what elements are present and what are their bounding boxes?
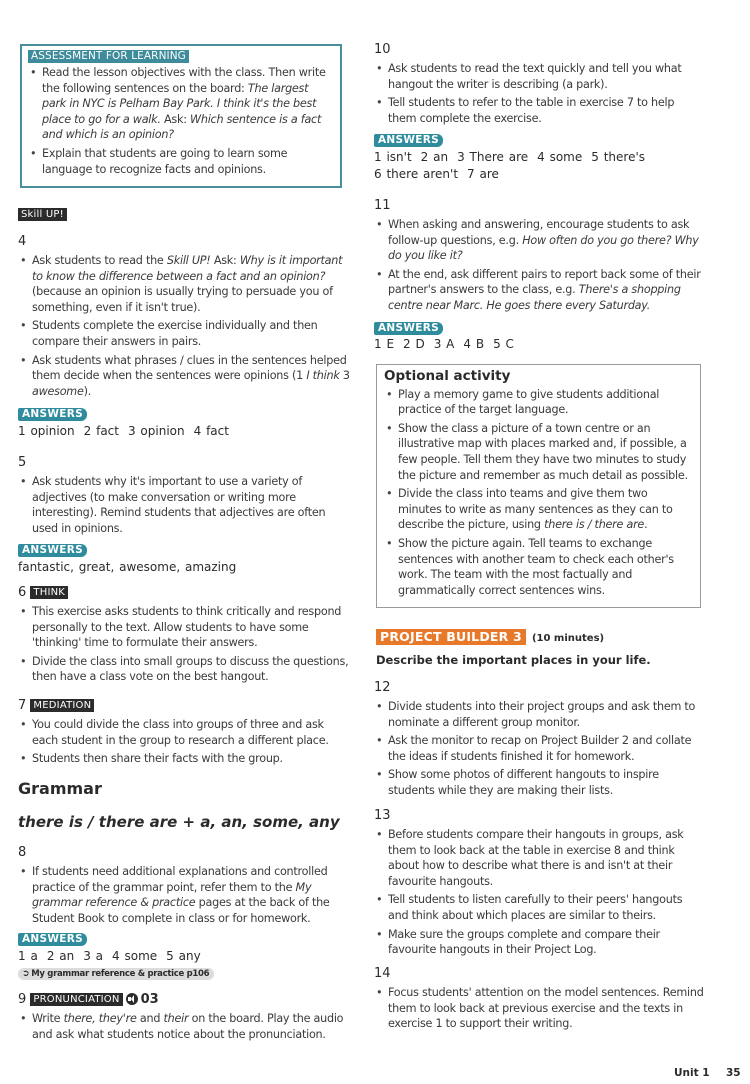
bullet xyxy=(18,717,350,748)
answer: 6 there aren't xyxy=(374,166,459,181)
exercise-bullets xyxy=(374,827,704,958)
answers-line xyxy=(374,166,704,182)
audio-icon[interactable] xyxy=(126,993,138,1005)
bullet xyxy=(18,864,350,926)
answer: 5 any xyxy=(166,948,201,963)
text: Ask students why it's important to use a variety of adjectives (to make conversation or writing more interesting). Remind students that adjectives are often used in opinions. xyxy=(32,475,326,535)
italic-text: My grammar reference & practice xyxy=(32,880,312,910)
bullet xyxy=(384,536,694,598)
bullet xyxy=(18,654,350,685)
exercise-number: 4 xyxy=(18,234,27,249)
exercise-12 xyxy=(374,680,704,802)
text: Ask the monitor to recap on Project Builder 2 and collate the ideas if students finished it for homework. xyxy=(388,734,692,763)
exercise-bullets xyxy=(374,61,704,126)
exercise-bullets xyxy=(18,474,350,536)
reference-text: My grammar reference & practice p106 xyxy=(31,968,210,979)
text: Play a memory game to give students additional practice of the target language. xyxy=(398,387,660,417)
answers-tag: ANSWERS xyxy=(18,933,87,946)
text: and xyxy=(136,1012,164,1025)
exercise-4 xyxy=(18,234,350,439)
bullet xyxy=(374,927,704,958)
answer: 1 isn't xyxy=(374,149,412,164)
text: At the end, ask different pairs to report back some of their partner's answers to the class, e.g. xyxy=(388,267,701,297)
bullet xyxy=(374,217,704,264)
exercise-number: 5 xyxy=(18,455,27,470)
exercise-5 xyxy=(18,455,350,575)
exercise-7 xyxy=(18,698,350,770)
exercise-number: 13 xyxy=(374,808,391,823)
exercise-heading xyxy=(18,698,350,714)
answers-tag: ANSWERS xyxy=(18,544,87,557)
answers-line xyxy=(374,336,704,352)
exercise-bullets xyxy=(18,253,350,399)
exercise-bullets xyxy=(374,699,704,799)
bullet xyxy=(384,486,694,533)
text: If students need additional explanations and controlled practice of the grammar point, refer them to the xyxy=(32,865,328,894)
bullet xyxy=(374,699,704,730)
exercise-number: 6 xyxy=(18,585,27,600)
bullet xyxy=(18,751,350,767)
bullet xyxy=(18,318,350,349)
exercise-heading xyxy=(18,992,350,1008)
exercise-14 xyxy=(374,966,704,1035)
footer-unit: Unit 1 xyxy=(674,1067,710,1079)
answers-line xyxy=(374,149,704,165)
exercise-number: 10 xyxy=(374,42,391,57)
text: (because an opinion is usually trying to persuade you of something, even if it isn't true). xyxy=(32,285,333,314)
answers-tag: ANSWERS xyxy=(374,322,443,335)
answer: 4 some xyxy=(537,149,583,164)
grammar-subheading: there is / there are + a, an, some, any xyxy=(18,813,340,831)
answer: 5 C xyxy=(493,337,514,352)
exercise-10 xyxy=(374,42,704,182)
bullet xyxy=(374,733,704,764)
bullet xyxy=(374,985,704,1032)
exercise-bullets xyxy=(18,604,350,685)
bullet xyxy=(384,387,694,418)
answer: 2 fact xyxy=(83,423,119,438)
optional-activity-title: Optional activity xyxy=(384,368,511,384)
exercise-bullets xyxy=(18,717,350,767)
text: Tell students to listen carefully to their peers' hangouts and think about which places are similar to theirs. xyxy=(388,893,683,922)
italic-text: awesome xyxy=(32,384,84,398)
italic-text: Which sentence is a fact and which is an opinion? xyxy=(42,112,322,142)
answer: 3 A xyxy=(433,337,455,352)
bullet xyxy=(374,827,704,889)
footer-page-number: 35 xyxy=(726,1067,741,1079)
exercise-number: 8 xyxy=(18,845,27,860)
exercise-bullets xyxy=(18,864,350,926)
bullet xyxy=(18,253,350,315)
bullet xyxy=(374,767,704,798)
text: Ask: xyxy=(210,254,240,267)
assessment-for-learning-tag: ASSESSMENT FOR LEARNING xyxy=(28,50,189,63)
project-builder-description: Describe the important places in your life. xyxy=(376,653,651,667)
optional-activity-bullets xyxy=(384,387,694,599)
text: Show the picture again. Tell teams to exchange sentences with another team to check each other's work. The team with the most factually and grammatically correct sentences wins. xyxy=(398,536,674,597)
italic-text: The largest park in NYC is Pelham Bay Park. I think it's the best place to go for a walk. xyxy=(42,81,317,126)
bullet xyxy=(374,267,704,314)
text: Divide students into their project groups and ask them to nominate a different group monitor. xyxy=(388,700,696,729)
bullet xyxy=(374,61,704,92)
project-builder-tag: PROJECT BUILDER 3 xyxy=(376,629,526,645)
bullet xyxy=(374,95,704,126)
answer: 2 an xyxy=(46,948,75,963)
assessment-for-learning-box xyxy=(20,44,342,188)
text: Ask students to read the xyxy=(32,254,167,267)
text: Read the lesson objectives with the class. Then write the following sentences on the board: xyxy=(42,66,326,95)
text: Explain that students are going to learn some language to recognize facts and opinions. xyxy=(42,146,288,176)
italic-text: there, they're xyxy=(63,1012,137,1025)
text: Students complete the exercise individually and then compare their answers in pairs. xyxy=(32,319,318,348)
italic-text: there is / there are xyxy=(544,518,645,532)
italic-text: How often do you go there? Why do you like it? xyxy=(388,233,699,263)
italic-text: I think xyxy=(306,369,340,383)
pronunciation-tag: PRONUNCIATION xyxy=(30,993,122,1006)
text: Tell students to refer to the table in exercise 7 to help them complete the exercise. xyxy=(388,96,675,125)
exercise-bullets xyxy=(18,1011,350,1042)
project-builder-time: (10 minutes) xyxy=(531,633,605,644)
text: Show the class a picture of a town centre or an illustrative map with places marked and, if possible, a few people. Tell them they have two minutes to study the picture and remember as much detail as possible. xyxy=(398,421,688,482)
text: Ask students what phrases / clues in the sentences helped them decide when the sentences were opinions (1 xyxy=(32,353,347,383)
afl-bullet xyxy=(28,65,334,143)
answer: 2 an xyxy=(420,149,449,164)
text: Write xyxy=(32,1012,64,1025)
text: Before students compare their hangouts in groups, ask them to look back at the table in exercise 8 and think about how to describe what there is and isn't at their favourite hangouts. xyxy=(388,828,684,888)
exercise-9 xyxy=(18,992,350,1045)
answers-tag: ANSWERS xyxy=(18,408,87,421)
bullet xyxy=(18,474,350,536)
exercise-bullets xyxy=(374,985,704,1032)
exercise-heading xyxy=(18,585,350,601)
afl-bullets xyxy=(28,65,334,177)
exercise-13 xyxy=(374,808,704,961)
audio-track-number: 03 xyxy=(140,992,159,1007)
exercise-8 xyxy=(18,845,350,981)
exercise-number: 12 xyxy=(374,680,391,695)
text: Students then share their facts with the group. xyxy=(32,752,283,766)
mediation-tag: MEDIATION xyxy=(30,699,94,712)
italic-text: Skill UP! xyxy=(166,254,211,267)
answer: 4 B xyxy=(463,337,485,352)
text: Ask students to read the text quickly and tell you what hangout the writer is describing (a park). xyxy=(388,62,682,91)
grammar-reference-link[interactable] xyxy=(18,968,214,980)
text: Divide the class into small groups to discuss the questions, then have a class vote on the best hangout. xyxy=(32,654,349,684)
text: You could divide the class into groups of three and ask each student in the group to research a different place. xyxy=(32,718,329,747)
text: Focus students' attention on the model sentences. Remind them to look back at previous exercise and the texts in exercise 1 to support their writing. xyxy=(388,986,704,1031)
answers-line xyxy=(18,423,350,439)
text: Make sure the groups complete and compare their favourite hangouts in their Project Log. xyxy=(388,927,660,957)
grammar-heading: Grammar xyxy=(18,779,102,798)
afl-bullet xyxy=(28,146,334,177)
exercise-11 xyxy=(374,198,704,352)
answer: 3 There are xyxy=(457,149,529,164)
answer: 4 fact xyxy=(193,423,229,438)
exercise-6 xyxy=(18,585,350,688)
exercise-number: 14 xyxy=(374,966,391,981)
skill-up-tag: Skill UP! xyxy=(18,208,67,221)
skill-up-tag-wrap xyxy=(18,207,67,223)
project-builder-header xyxy=(376,629,604,647)
answer: 1 opinion xyxy=(18,423,75,438)
text: . xyxy=(644,518,648,532)
exercise-number: 7 xyxy=(18,698,27,713)
answer: 7 are xyxy=(467,166,499,181)
text: 3 xyxy=(339,369,350,383)
optional-activity-box xyxy=(376,364,701,608)
exercise-bullets xyxy=(374,217,704,314)
text: pages at the back of the Student Book to complete in class or for homework. xyxy=(32,896,330,925)
text: This exercise asks students to think critically and respond personally to the text. Allow students to have some 'thinking' time to formulate their answers. xyxy=(32,605,342,650)
bullet xyxy=(18,353,350,400)
answers-line xyxy=(18,948,350,964)
bullet xyxy=(18,604,350,651)
text: Divide the class into teams and give them two minutes to write as many sentences as they can to describe the picture, using xyxy=(398,487,673,532)
answer: 3 opinion xyxy=(127,423,185,438)
answer: 1 a xyxy=(18,948,38,963)
answers-tag: ANSWERS xyxy=(374,134,443,147)
exercise-number: 11 xyxy=(374,198,391,213)
arrow-right-icon: ➲ xyxy=(22,968,30,979)
answer: 2 D xyxy=(403,337,425,352)
exercise-number: 9 xyxy=(18,992,27,1007)
text: Show some photos of different hangouts to inspire students while they are making their lists. xyxy=(388,768,659,797)
bullet xyxy=(374,892,704,923)
text: When asking and answering, encourage students to ask follow-up questions, e.g. xyxy=(388,218,690,247)
answer: 3 a xyxy=(83,948,104,963)
text: ). xyxy=(83,384,92,398)
text: Ask: xyxy=(160,112,191,126)
bullet xyxy=(384,421,694,483)
italic-text: There's a shopping centre near Marc. He goes there every Saturday. xyxy=(388,283,681,312)
answer: 5 there's xyxy=(591,149,645,164)
bullet xyxy=(18,1011,350,1042)
answers-line: fantastic, great, awesome, amazing xyxy=(18,559,237,574)
italic-text: their xyxy=(163,1012,189,1025)
think-tag: THINK xyxy=(30,586,68,599)
answer: 4 some xyxy=(112,948,158,963)
italic-text: Why is it important to know the difference between a fact and an opinion? xyxy=(32,254,343,283)
answer: 1 E xyxy=(374,337,395,352)
text: on the board. Play the audio and ask what students notice about the pronunciation. xyxy=(32,1012,344,1041)
